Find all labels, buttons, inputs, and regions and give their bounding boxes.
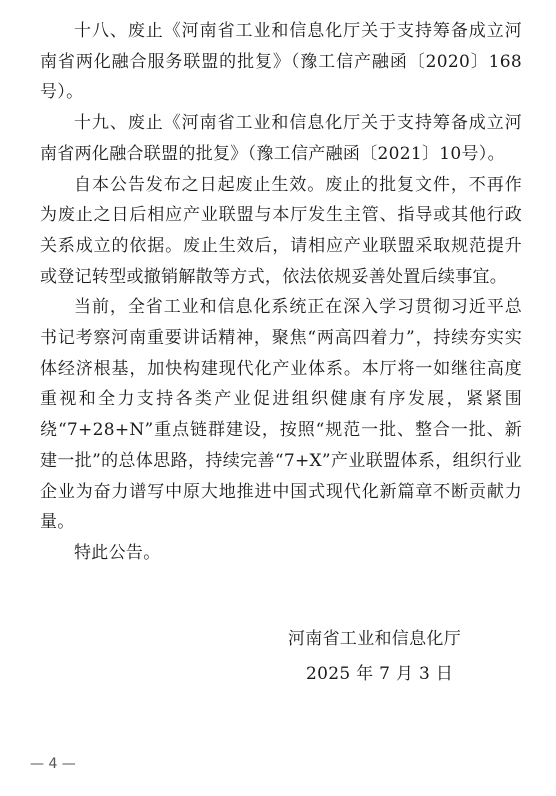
signature-organization: 河南省工业和信息化厅	[288, 629, 461, 649]
document-body	[40, 16, 522, 569]
paragraph-item-19: 十九、废止《河南省工业和信息化厅关于支持筹备成立河南省两化融合联盟的批复》（豫工信产融函〔2021〕10号）。	[40, 113, 522, 164]
paragraph-closing: 特此公告。	[74, 542, 161, 563]
paragraph-item-18: 十八、废止《河南省工业和信息化厅关于支持筹备成立河南省两化融合服务联盟的批复》（豫工信产融函〔2020〕168号）。	[40, 21, 522, 103]
page-number: — 4 —	[30, 756, 76, 772]
paragraph-effective-notice: 自本公告发布之日起废止生效。废止的批复文件，不再作为废止之日后相应产业联盟与本厅发生主管、指导或其他行政关系成立的依据。废止生效后，请相应产业联盟采取规范提升或登记转型或撤销解散等方式，依法依规妥善处置后续事宜。	[40, 174, 522, 287]
signature-date: 2025 年 7 月 3 日	[306, 664, 454, 684]
paragraph-current-work: 当前，全省工业和信息化系统正在深入学习贯彻习近平总书记考察河南重要讲话精神，聚焦“两高四着力”，持续夯实实体经济根基，加快构建现代化产业体系。本厅将一如继往高度重视和全力支持各类产业促进组织健康有序发展，紧紧围绕“7+28+N”重点链群建设，按照“规范一批、整合一批、新建一批”的总体思路，持续完善“7+X”产业联盟体系，组织行业企业为奋力谱写中原大地推进中国式现代化新篇章不断贡献力量。	[40, 297, 522, 533]
